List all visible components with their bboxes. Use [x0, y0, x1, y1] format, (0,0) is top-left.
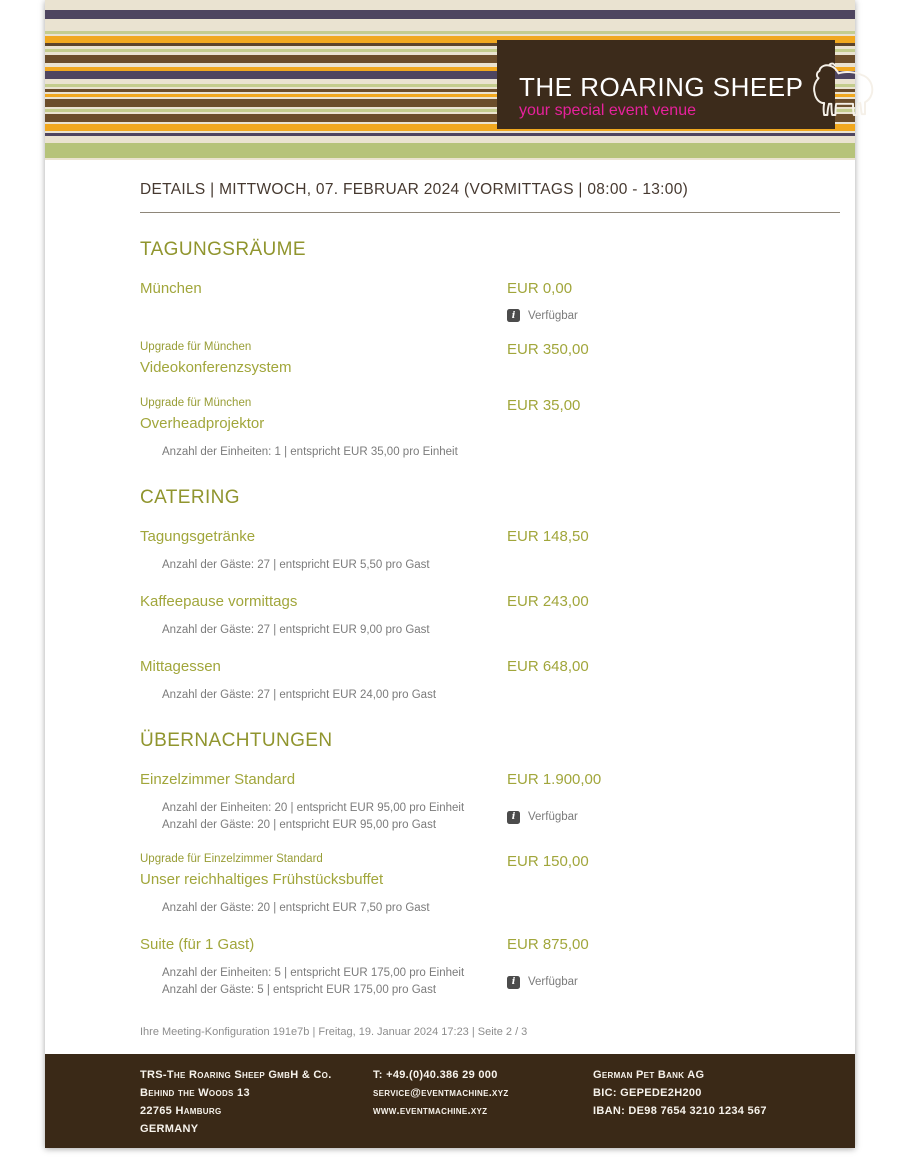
- line-item-overheadprojektor: [140, 396, 840, 461]
- item-name: Mittagessen: [140, 658, 221, 675]
- upgrade-label: Upgrade für Einzelzimmer Standard: [140, 853, 323, 865]
- footer-bank-block: [593, 1066, 845, 1148]
- brand-tagline: your special event venue: [519, 102, 696, 119]
- section-heading-tagungsraeume: TAGUNGSRÄUME: [140, 239, 306, 260]
- item-detail: Anzahl der Einheiten: 20 | entspricht EUR 95,00 pro Einheit: [162, 802, 465, 814]
- item-name: München: [140, 280, 202, 297]
- availability-label: Verfügbar: [528, 811, 578, 823]
- section-heading-uebernachtungen: ÜBERNACHTUNGEN: [140, 730, 333, 751]
- item-name: Tagungsgetränke: [140, 528, 256, 545]
- upgrade-label: Upgrade für München: [140, 341, 252, 353]
- upgrade-label: Upgrade für München: [140, 397, 252, 409]
- item-name: Overheadprojektor: [140, 415, 265, 432]
- availability-row: [507, 309, 840, 322]
- footer-email: service@eventmachine.xyz: [373, 1087, 509, 1099]
- item-price: EUR 148,50: [507, 528, 589, 545]
- footer-company-name: TRS-The Roaring Sheep GmbH & Co.: [140, 1069, 332, 1081]
- footer-company-country: GERMANY: [140, 1123, 199, 1135]
- item-price: EUR 35,00: [507, 397, 581, 414]
- info-icon[interactable]: i: [507, 976, 520, 989]
- sheep-icon: [805, 58, 885, 120]
- brand-name: THE ROARING SHEEP: [519, 72, 804, 102]
- title-divider: [140, 212, 840, 213]
- footer-contact-block: [373, 1066, 593, 1148]
- availability-label: Verfügbar: [528, 309, 578, 322]
- item-name: Suite (für 1 Gast): [140, 936, 255, 953]
- footer-iban: IBAN: DE98 7654 3210 1234 567: [593, 1105, 767, 1117]
- item-price: EUR 1.900,00: [507, 771, 602, 788]
- item-name: Videokonferenzsystem: [140, 359, 292, 376]
- section-heading-catering: CATERING: [140, 487, 240, 508]
- item-detail: Anzahl der Einheiten: 5 | entspricht EUR 175,00 pro Einheit: [162, 967, 465, 979]
- footer-company-block: [140, 1066, 373, 1148]
- line-item-suite: [140, 935, 840, 999]
- item-detail: Anzahl der Gäste: 27 | entspricht EUR 9,00 pro Gast: [162, 624, 430, 636]
- footer: [45, 1054, 855, 1148]
- item-price: EUR 243,00: [507, 593, 589, 610]
- item-detail: Anzahl der Gäste: 5 | entspricht EUR 175,00 pro Gast: [162, 984, 437, 996]
- availability-row: [507, 965, 840, 999]
- line-item-fruehstuecksbuffet: [140, 852, 840, 917]
- item-name: Kaffeepause vormittags: [140, 593, 298, 610]
- meta-line: Ihre Meeting-Konfiguration 191e7b | Freitag, 19. Januar 2024 17:23 | Seite 2 / 3: [140, 1026, 528, 1038]
- footer-company-city: 22765 Hamburg: [140, 1105, 222, 1117]
- footer-company-street: Behind the Woods 13: [140, 1087, 250, 1099]
- document-page: [45, 0, 855, 1148]
- logo-box: [497, 40, 835, 129]
- item-detail: Anzahl der Gäste: 20 | entspricht EUR 95,00 pro Gast: [162, 819, 437, 831]
- item-detail: Anzahl der Gäste: 20 | entspricht EUR 7,50 pro Gast: [162, 902, 430, 914]
- line-item-muenchen: [140, 279, 840, 322]
- info-icon[interactable]: i: [507, 309, 520, 322]
- footer-website: www.eventmachine.xyz: [373, 1105, 488, 1117]
- line-item-kaffeepause: [140, 592, 840, 639]
- line-item-mittagessen: [140, 657, 840, 704]
- item-price: EUR 350,00: [507, 341, 589, 358]
- info-icon[interactable]: i: [507, 811, 520, 824]
- striped-banner: [45, 0, 855, 160]
- availability-row: [507, 800, 840, 834]
- line-item-tagungsgetraenke: [140, 527, 840, 574]
- line-item-videokonferenzsystem: [140, 340, 840, 378]
- item-name: Einzelzimmer Standard: [140, 771, 296, 788]
- item-price: EUR 0,00: [507, 280, 573, 297]
- footer-phone: T: +49.(0)40.386 29 000: [373, 1069, 498, 1081]
- item-detail: Anzahl der Gäste: 27 | entspricht EUR 5,50 pro Gast: [162, 559, 430, 571]
- item-detail: Anzahl der Gäste: 27 | entspricht EUR 24,00 pro Gast: [162, 689, 437, 701]
- line-item-einzelzimmer: [140, 770, 840, 834]
- footer-bank-name: German Pet Bank AG: [593, 1069, 705, 1081]
- item-name: Unser reichhaltiges Frühstücksbuffet: [140, 871, 384, 888]
- item-price: EUR 150,00: [507, 853, 589, 870]
- document-body: [45, 160, 855, 1026]
- item-price: EUR 875,00: [507, 936, 589, 953]
- page-title: DETAILS | MITTWOCH, 07. FEBRUAR 2024 (VORMITTAGS | 08:00 - 13:00): [140, 181, 689, 198]
- availability-label: Verfügbar: [528, 976, 578, 988]
- footer-bic: BIC: GEPEDE2H200: [593, 1087, 702, 1099]
- item-detail: Anzahl der Einheiten: 1 | entspricht EUR 35,00 pro Einheit: [162, 446, 458, 458]
- item-price: EUR 648,00: [507, 658, 589, 675]
